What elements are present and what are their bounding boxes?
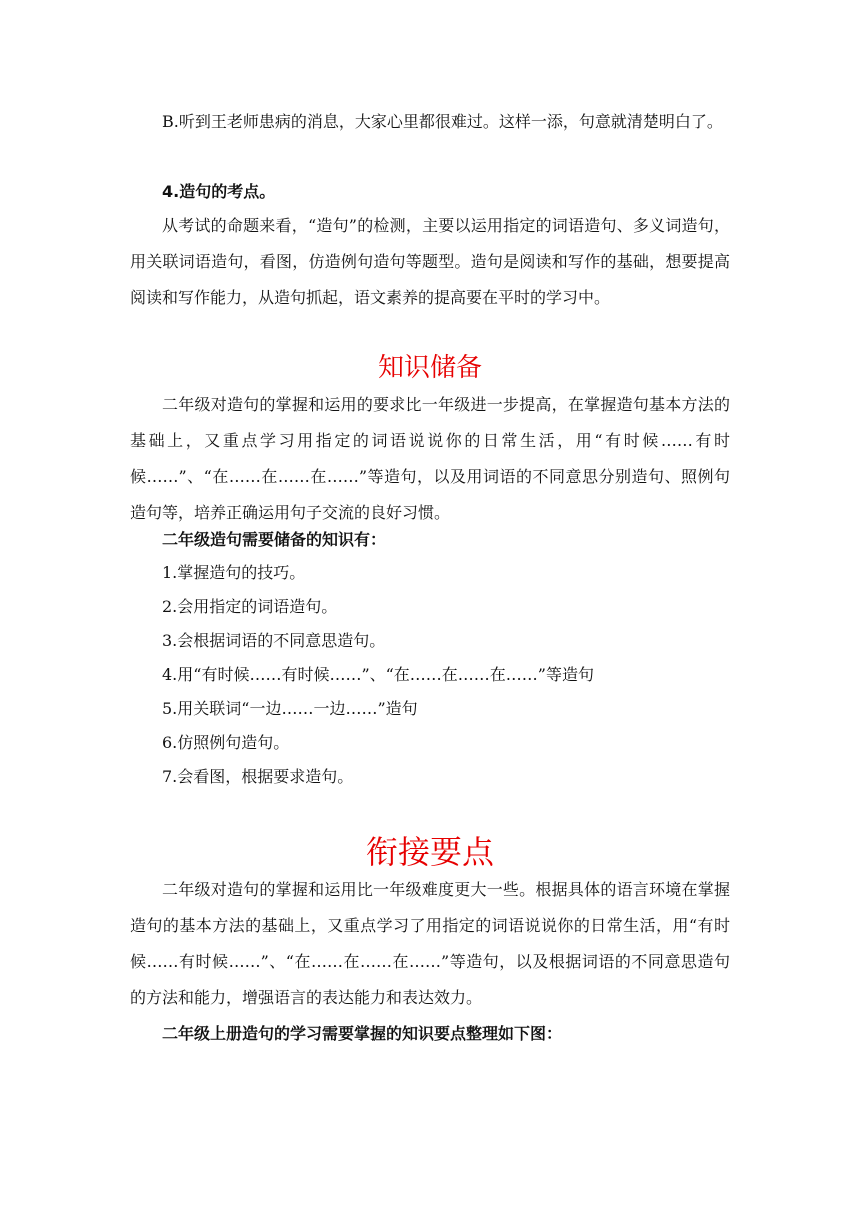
list-item: 2.会用指定的词语造句。 <box>162 597 338 616</box>
heading-exam-points: 4.造句的考点。 <box>162 182 276 201</box>
subheading-knowledge: 二年级造句需要储备的知识有： <box>162 530 387 549</box>
section-title-connection: 衔接要点 <box>365 833 494 871</box>
subheading-connection: 二年级上册造句的学习需要掌握的知识要点整理如下图： <box>162 1024 563 1043</box>
paragraph-example-b: B.听到王老师患病的消息，大家心里都很难过。这样一添，句意就清楚明白了。 <box>162 112 723 131</box>
knowledge-list <box>130 556 730 794</box>
list-item: 7.会看图，根据要求造句。 <box>162 767 354 786</box>
list-item: 3.会根据词语的不同意思造句。 <box>162 631 386 650</box>
section-title-knowledge: 知识储备 <box>377 353 482 383</box>
paragraph-connection: 二年级对造句的掌握和运用比一年级难度更大一些。根据具体的语言环境在掌握造句的基本方法的基础上，又重点学习了用指定的词语说说你的日常生活，用“有时候……有时候……”、“在……在……在……”等造句，以及根据词语的不同意思造句的方法和能力，增强语言的表达能力和表达效力。 <box>130 880 730 1007</box>
paragraph-exam-points: 从考试的命题来看，“造句”的检测，主要以运用指定的词语造句、多义词造句，用关联词语造句，看图，仿造例句造句等题型。造句是阅读和写作的基础，想要提高阅读和写作能力，从造句抓起，语文素养的提高要在平时的学习中。 <box>130 216 730 307</box>
list-item: 4.用“有时候……有时候……”、“在……在……在……”等造句 <box>162 665 594 684</box>
list-item: 5.用关联词“一边……一边……”造句 <box>162 699 418 718</box>
paragraph-knowledge: 二年级对造句的掌握和运用的要求比一年级进一步提高，在掌握造句基本方法的基础上，又重点学习用指定的词语说说你的日常生活，用“有时候……有时候……”、“在……在……在……”等造句，以及用词语的不同意思分别造句、照例句造句等，培养正确运用句子交流的良好习惯。 <box>130 395 730 522</box>
list-item: 6.仿照例句造句。 <box>162 733 290 752</box>
list-item: 1.掌握造句的技巧。 <box>162 563 306 582</box>
